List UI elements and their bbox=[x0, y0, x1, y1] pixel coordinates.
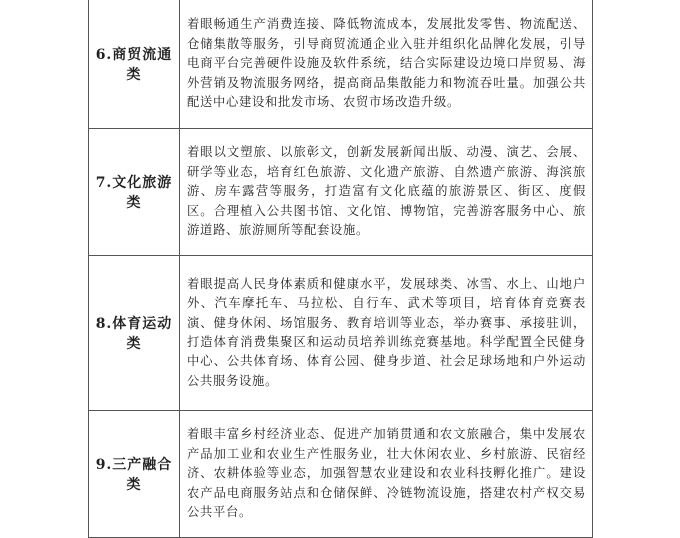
description-cell: 着眼以文塑旅、以旅彰文，创新发展新闻出版、动漫、演艺、会展、研学等业态，培育红色旅游、文化遗产旅游、自然遗产旅游、海滨旅游、房车露营等服务，打造富有文化底蕴的旅游景区、街区、度假区。合理植入公共图书馆、文化馆、博物馆，完善游客服务中心、旅游道路、旅游厕所等配套设施。 bbox=[180, 129, 593, 256]
description-cell: 着眼丰富乡村经济业态、促进产加销贯通和农文旅融合，集中发展农产品加工业和农业生产性服务业，壮大休闲农业、乡村旅游、民宿经济、农耕体验等业态，加强智慧农业建设和农业科技孵化推广。建设农产品电商服务站点和仓储保鲜、冷链物流设施，搭建农村产权交易公共平台。 bbox=[180, 411, 593, 538]
table-row bbox=[89, 129, 593, 256]
category-cell: 6.商贸流通类 bbox=[89, 0, 180, 129]
industry-table-container bbox=[88, 0, 593, 538]
table-row bbox=[89, 256, 593, 411]
description-cell: 着眼畅通生产消费连接、降低物流成本，发展批发零售、物流配送、仓储集散等服务，引导商贸流通企业入驻并组织化品牌化发展，引导电商平台完善硬件设施及软件系统，结合实际建设边境口岸贸易、海外营销及物流服务网络，提高商品集散能力和物流吞吐量。加强公共配送中心建设和批发市场、农贸市场改造升级。 bbox=[180, 0, 593, 129]
table-row bbox=[89, 411, 593, 538]
description-cell: 着眼提高人民身体素质和健康水平，发展球类、冰雪、水上、山地户外、汽车摩托车、马拉松、自行车、武术等项目，培育体育竞赛表演、健身休闲、场馆服务、教育培训等业态，举办赛事、承接驻训，打造体育消费集聚区和运动员培养训练竞赛基地。科学配置全民健身中心、公共体育场、体育公园、健身步道、社会足球场地和户外运动公共服务设施。 bbox=[180, 256, 593, 411]
category-cell: 7.文化旅游类 bbox=[89, 129, 180, 256]
category-cell: 9.三产融合类 bbox=[89, 411, 180, 538]
industry-category-table bbox=[88, 0, 593, 538]
table-row bbox=[89, 0, 593, 129]
category-cell: 8.体育运动类 bbox=[89, 256, 180, 411]
